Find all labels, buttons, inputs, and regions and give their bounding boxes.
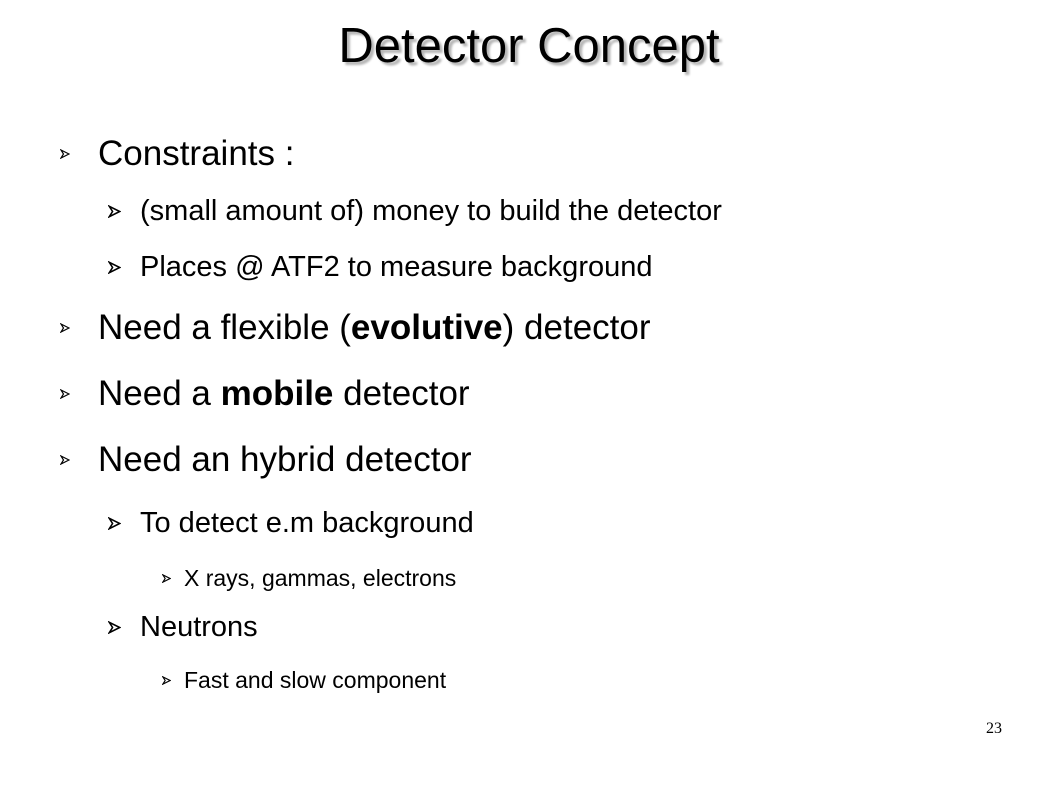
bullet-text: Places @ ATF2 to measure background	[140, 251, 653, 283]
bullet-text: Constraints :	[98, 134, 295, 173]
bullet-text: Neutrons	[140, 611, 258, 643]
bullet-constraints	[56, 134, 294, 174]
slide-number: 23	[986, 720, 1002, 737]
arrowhead-bullet-icon	[162, 574, 184, 583]
bullet-text: X rays, gammas, electrons	[184, 565, 457, 591]
bullet-flexible	[56, 308, 651, 348]
arrowhead-bullet-icon	[56, 323, 98, 333]
bullet-text: To detect e.m background	[140, 507, 474, 539]
bullet-xrays	[162, 564, 456, 592]
slide-title: Detector Concept	[338, 19, 720, 73]
arrowhead-bullet-icon	[56, 455, 98, 465]
bullet-fast-slow	[162, 666, 446, 694]
arrowhead-bullet-icon	[108, 517, 140, 530]
bullet-places	[108, 250, 652, 284]
arrowhead-bullet-icon	[162, 676, 184, 685]
arrowhead-bullet-icon	[108, 205, 140, 218]
bullet-text: Need an hybrid detector	[98, 440, 472, 479]
bullet-hybrid	[56, 440, 472, 480]
arrowhead-bullet-icon	[56, 149, 98, 159]
bullet-text: Fast and slow component	[184, 667, 447, 693]
bullet-mobile	[56, 374, 470, 414]
arrowhead-bullet-icon	[108, 261, 140, 274]
bullet-neutrons	[108, 610, 258, 644]
bullet-text: Need a mobile detector	[98, 374, 470, 413]
arrowhead-bullet-icon	[56, 389, 98, 399]
bullet-text: (small amount of) money to build the detector	[140, 195, 722, 227]
arrowhead-bullet-icon	[108, 621, 140, 634]
bullet-em-background	[108, 506, 474, 540]
bullet-text: Need a flexible (evolutive) detector	[98, 308, 651, 347]
bullet-money	[108, 194, 722, 228]
